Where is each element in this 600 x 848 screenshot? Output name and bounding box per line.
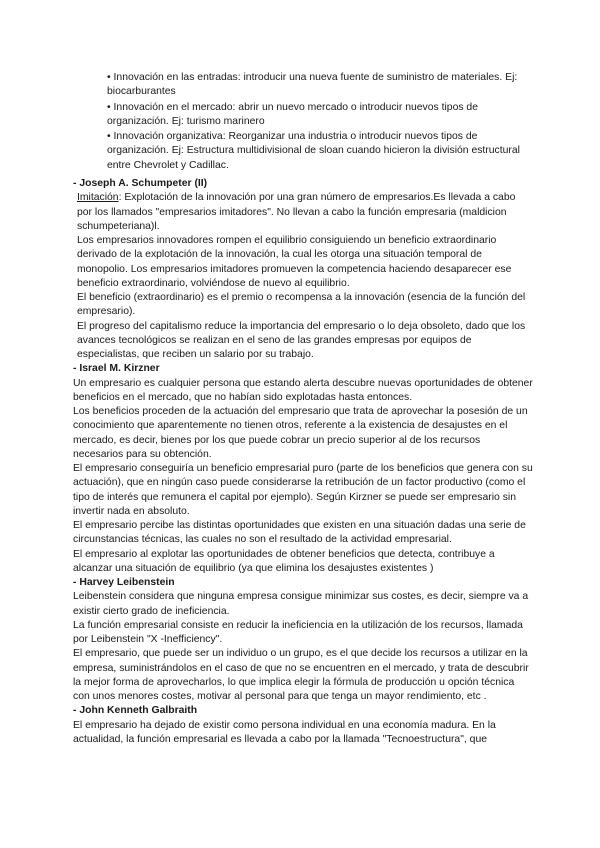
paragraph: Leibenstein considera que ninguna empresa consigue minimizar sus costes, es decir, siempre va a existir cierto grado de ineficiencia.: [73, 591, 529, 617]
section-heading-leibenstein: - Harvey Leibenstein: [73, 577, 175, 588]
bullet-item: • Innovación organizativa: Reorganizar una industria o introducir nuevos tipos de organización. Ej: Estructura multidivisional de sloan cuando hicieron la división estructural entre Chevrolet y Cadillac.: [107, 131, 520, 171]
paragraph-imitacion: [73, 191, 533, 234]
paragraph: El empresario conseguiría un beneficio empresarial puro (parte de los beneficios que genera con su actuación), que en ningún caso puede considerarse la retribución de un factor productivo (como el tipo de interés que remunera el capital por ejemplo). Según Kirzner se puede ser empresario sin invertir nada en absoluto.: [73, 463, 533, 517]
paragraph: La función empresarial consiste en reducir la ineficiencia en la utilización de los recursos, llamada por Leibenstein "X -Inefficiency".: [73, 619, 523, 645]
imitacion-definition: : Explotación de la innovación por una gran número de empresarios.Es llevada a cabo por los llamados "empresarios imitadores". No llevan a cabo la función empresaria (maldicion schumpeteriana)l.: [77, 192, 516, 232]
bullet-item: • Innovación en el mercado: abrir un nuevo mercado o introducir nuevos tipos de organización. Ej: turismo marinero: [107, 101, 478, 127]
paragraph: El empresario ha dejado de existir como persona individual en una economía madura. En la actualidad, la función empresarial es llevada a cabo por la llamada "Tecnoestructura", que: [73, 719, 496, 745]
paragraph: Un empresario es cualquier persona que estando alerta descubre nuevas oportunidades de obtener beneficios en el mercado, que no habían sido explotadas hasta entonces.: [73, 377, 533, 403]
section-heading-galbraith: - John Kenneth Galbraith: [73, 705, 198, 717]
document-body: [73, 177, 533, 747]
paragraph: El empresario, que puede ser un individuo o un grupo, es el que decide los recursos a utilizar en la empresa, suministrándolos en el caso de que no se encuentren en el mercado, y trata de descubrir la mejor forma de aprovecharlos, lo que implica elegir la fórmula de producción u opción técnica con unos menores costes, motivar al personal para que tenga un mayor rendimiento, etc .: [73, 648, 529, 702]
paragraph: El progreso del capitalismo reduce la importancia del empresario o lo deja obsoleto, dado que los avances tecnológicos se realizan en el seno de las grandes empresas por equipos de especialistas, que reciben un salario por su trabajo.: [77, 320, 526, 360]
section-heading-kirzner: - Israel M. Kirzner: [73, 363, 160, 375]
paragraph: El empresario al explotar las oportunidades de obtener beneficios que detecta, contribuye a alcanzar una situación de equilibrio (ya que elimina los desajustes existentes ): [73, 548, 495, 574]
section-heading-schumpeter: - Joseph A. Schumpeter (II): [73, 178, 208, 189]
paragraph: El beneficio (extraordinario) es el premio o recompensa a la innovación (esencia de la función del empresario).: [77, 292, 526, 318]
bullet-list: [107, 71, 527, 174]
paragraph: Los beneficios proceden de la actuación del empresario que trata de aprovechar la posesión de un conocimiento que aparentemente no tienen otros, referente a la existencia de desajustes en el mercado, es decir, bienes por los que puede cobrar un precio superior al de los recursos necesarios para su obtención.: [73, 406, 528, 460]
imitacion-term: Imitación: [77, 192, 119, 204]
paragraph: El empresario percibe las distintas oportunidades que existen en una situación dadas una serie de circunstancias técnicas, las cuales no son el resultado de la actividad empresarial.: [73, 520, 526, 546]
bullet-item: • Innovación en las entradas: introducir una nueva fuente de suministro de materiales. Ej: biocarburantes: [107, 72, 518, 98]
paragraph: Los empresarios innovadores rompen el equilibrio consiguiendo un beneficio extraordinario derivado de la explotación de la innovación, la cual les otorga una situación temporal de monopolio. Los empresarios imitadores promueven la competencia haciendo desaparecer ese beneficio extraordinario, volviéndose de nuevo al equilibrio.: [77, 235, 512, 289]
